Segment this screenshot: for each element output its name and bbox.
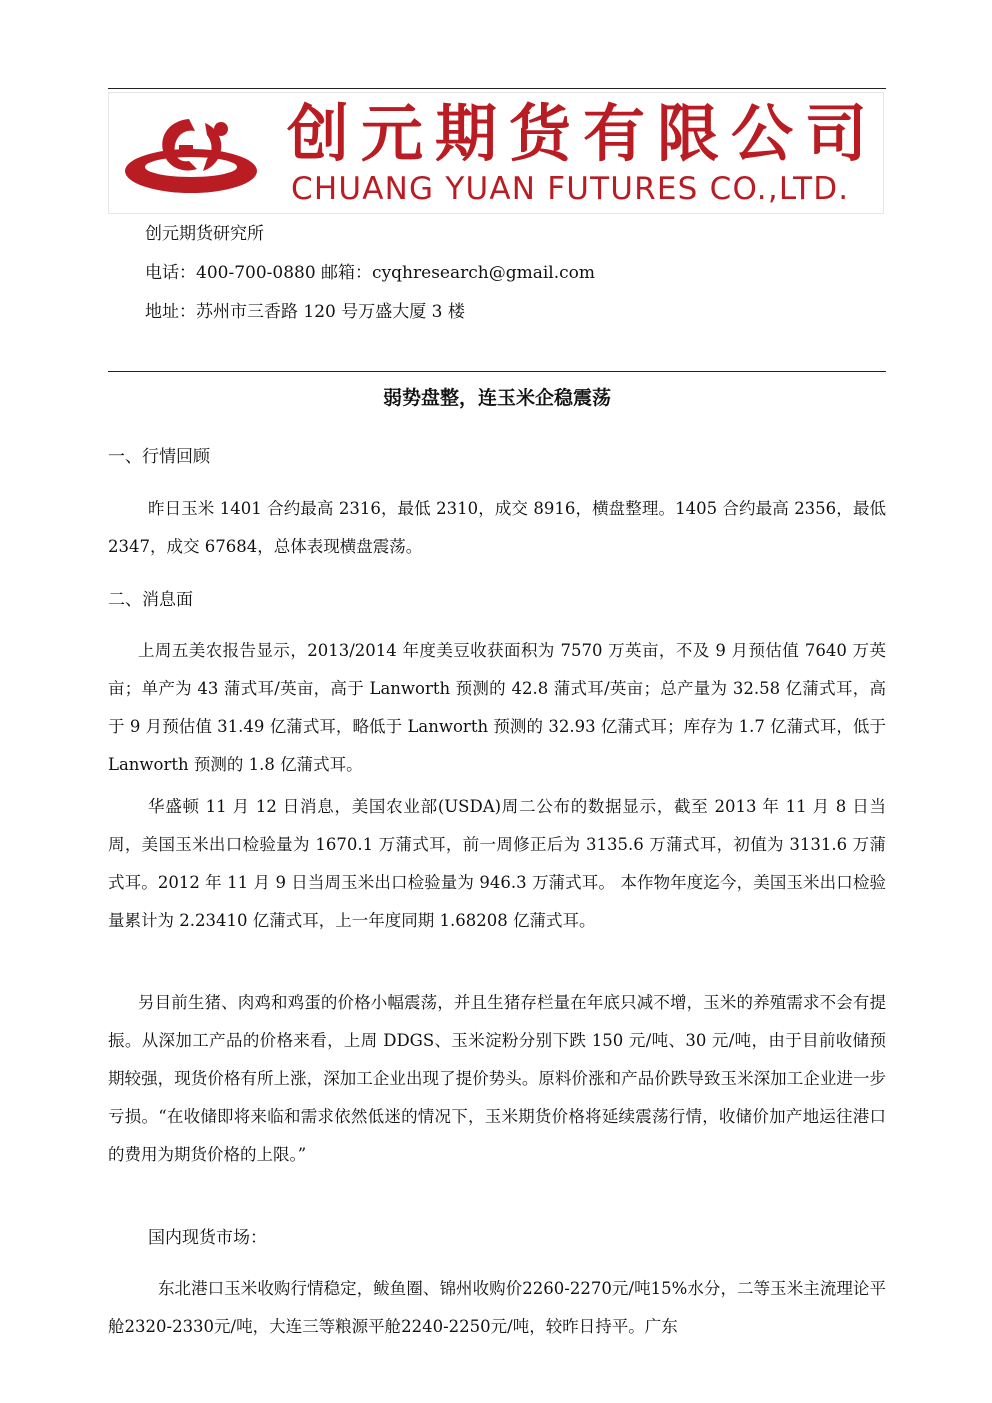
- subheading-domestic-spot: 国内现货市场：: [148, 1228, 267, 1248]
- institute-name: 创元期货研究所: [145, 224, 264, 244]
- section-heading-market-review: 一、行情回顾: [108, 447, 210, 467]
- company-emblem-icon: [119, 99, 269, 209]
- article-title: 弱势盘整，连玉米企稳震荡: [382, 387, 611, 409]
- title-rule: [108, 371, 886, 372]
- contact-line: 电话：400-700-0880 邮箱：cyqhresearch@gmail.com: [145, 263, 596, 283]
- paragraph-usda-soybean: 上周五美农报告显示，2013/2014 年度美豆收获面积为 7570 万英亩，不及 9 月预估值 7640 万英亩；单产为 43 蒲式耳/英亩，高于 Lanworth 预测的 42.8 蒲式耳/英亩；总产量为 32.58 亿蒲式耳，高于 9 月预估值 31.49 亿蒲式耳，略低于 Lanworth 预测的 32.93 亿蒲式耳；库存为 1.7 亿蒲式耳，低于 Lanworth 预测的 1.8 亿蒲式耳。: [108, 641, 886, 774]
- address-line: 地址：苏州市三香路 120 号万盛大厦 3 楼: [145, 302, 465, 322]
- header-rule: [108, 88, 886, 89]
- section-heading-news: 二、消息面: [108, 590, 193, 610]
- paragraph-spot-market: 东北港口玉米收购行情稳定，鲅鱼圈、锦州收购价2260-2270元/吨15%水分，二等玉米主流理论平舱2320-2330元/吨，大连三等粮源平舱2240-2250元/吨，较昨日持平。广东: [108, 1279, 886, 1336]
- company-logo-banner: [108, 92, 884, 214]
- logo-english-name: CHUANG YUAN FUTURES CO.,LTD.: [291, 171, 850, 207]
- paragraph-corn-exports: 华盛顿 11 月 12 日消息，美国农业部(USDA)周二公布的数据显示，截至 2013 年 11 月 8 日当周，美国玉米出口检验量为 1670.1 万蒲式耳，前一周修正后为 3135.6 万蒲式耳，初值为 3131.6 万蒲式耳。2012 年 11 月 9 日当周玉米出口检验量为 946.3 万蒲式耳。 本作物年度迄今，美国玉米出口检验量累计为 2.23410 亿蒲式耳，上一年度同期 1.68208 亿蒲式耳。: [108, 797, 886, 930]
- paragraph-market-review: 昨日玉米 1401 合约最高 2316，最低 2310，成交 8916，横盘整理。1405 合约最高 2356，最低 2347，成交 67684，总体表现横盘震荡。: [108, 499, 886, 556]
- paragraph-demand-analysis: 另目前生猪、肉鸡和鸡蛋的价格小幅震荡，并且生猪存栏量在年底只减不增，玉米的养殖需求不会有提振。从深加工产品的价格来看，上周 DDGS、玉米淀粉分别下跌 150 元/吨、30 元/吨，由于目前收储预期较强，现货价格有所上涨，深加工企业出现了提价势头。原料价涨和产品价跌导致玉米深加工企业进一步亏损。“在收储即将来临和需求依然低迷的情况下，玉米期货价格将延续震荡行情，收储价加产地运往港口的费用为期货价格的上限。”: [108, 993, 886, 1164]
- logo-chinese-name: 创元期货有限公司: [287, 97, 880, 170]
